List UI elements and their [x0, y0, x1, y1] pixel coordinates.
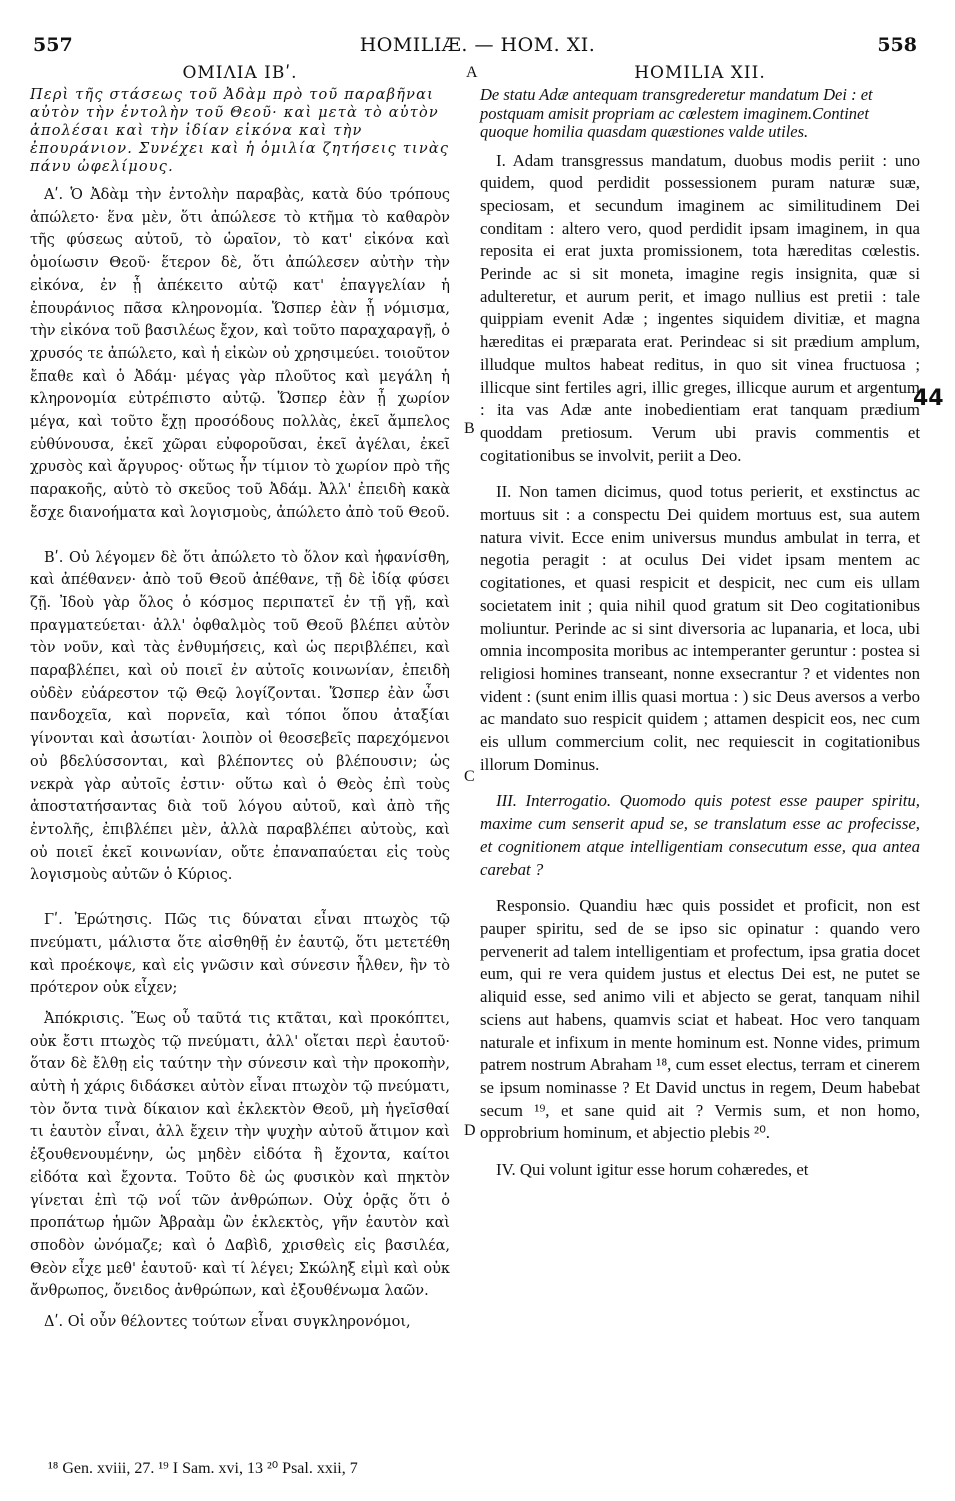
greek-paragraph-2: Βʹ. Οὐ λέγομεν δὲ ὅτι ἀπώλετο τὸ ὅλον καὶ ἠφανίσθη, καὶ ἀπέθανεν· ἀπὸ τοῦ Θεοῦ ἀπέθανε, τῇ δὲ ἰδίᾳ φύσει ζῇ. Ἰδοὺ γὰρ ὅλος ὁ κόσμος περιπατεῖ ἐν τῇ γῇ, καὶ πραγματεύεται· ἀλλ' ὀφθαλμὸς τοῦ Θεοῦ βλέπει αὐτὸν τὸν νοῦν, καὶ τὰς ἐνθυμήσεις, καὶ ὡς περιβλέπει, καὶ παραβλέπει, καὶ οὐ ποιεῖ ἐν αὐτοῖς κοινωνίαν, ἐπειδὴ οὐδὲν εὐάρεστον τῷ Θεῷ λογίζονται. Ὥσπερ ἐὰν ὦσι πανδοχεῖα, καὶ πορνεῖα, καὶ τόποι ὅπου ἀταξίαι γίνονται καὶ ἀσωτίαι· λοιπὸν οἱ θεοσεβεῖς παρεχόμενοι οὐ βδελύσσονται, καὶ βλέποντες οὐ βλέπουσιν; ὡς νεκρὰ γὰρ αὐτοῖς ἐστιν· οὕτω καὶ ὁ Θεὸς ἐπὶ τοὺς ἀποστατήσαντας διὰ τοῦ λόγου αὐτοῦ, καὶ ἀπὸ τῆς ἐντολῆς, ἐπιβλέπει μὲν, ἀλλὰ παραβλέπει αὐτοὺς, καὶ οὐ ποιεῖ ἐκεῖ κοινωνίαν, οὔτε ἐπαναπαύεται εἰς τοὺς λογισμοὺς αὐτῶν ὁ Κύριος.	[30, 549, 450, 884]
latin-paragraph-3: III. Interrogatio. Quomodo quis potest esse pauper spiritu, maxime cum senserit apud se, se translatum esse ac profecisse, et cognitionem atque intelligentiam consecutum esse, qua antea carebat ?	[480, 791, 920, 879]
latin-paragraph-1: I. Adam transgressus mandatum, duobus modis periit : uno quidem, quod perdidit possessionem puram naturæ suæ, speciosam, et secundum imaginem ac similitudinem Dei conditam : altero vero, quod perdidit ipsam imaginem, in qua reposita ei erat juxta promissionem, tota hæreditas cœlestis. Perinde ac si sit moneta, imagine regis insignita, quæ si adulteretur, et aurum perit, et imago nullius est pretii : tale quippiam evenit Adæ ; ingentes siquidem divitiæ, et magna hæreditas ei præparata erat. Perindeac si sit prædium amplum, illudque multos habeat reditus, in quo sit vinea fructuosa ; illicque sint fertiles agri, illic greges, illicque aurum et argentum : ita vas Adæ ante inobedientiam erat tanquam prædium quoddam pretiosum. Verum ubi pravis commentis et cogitationibus se involvit, periit a Deo.	[480, 150, 920, 465]
section-marker-b: B	[464, 420, 475, 437]
section-marker-d: D	[464, 1122, 476, 1139]
latin-subtitle: De statu Adæ antequam transgrederetur mandatum Dei : et postquam amisit propriam ac cœlestem imaginem.Continet quoque homilia quasdam quæstiones valde utiles.	[480, 85, 873, 141]
greek-paragraph-4: Ἀπόκρισις. Ἕως οὗ ταῦτά τις κτᾶται, καὶ προκόπτει, οὐκ ἔστι πτωχὸς τῷ πνεύματι, ἀλλ' οἴεται περὶ ἑαυτοῦ· ὅταν δὲ ἔλθῃ εἰς ταύτην τὴν σύνεσιν καὶ τὴν προκοπὴν, αὐτὴ ἡ χάρις διδάσκει αὐτὸν εἶναι πτωχὸν τῷ πνεύματι, τὸν ὄντα τινὰ δίκαιον καὶ ἐκλεκτὸν Θεοῦ, μὴ ἡγεῖσθαί τι ἑαυτὸν εἶναι, ἀλλ ἔχειν τὴν ψυχὴν αὐτοῦ ἄτιμον καὶ ἐξουθενουμένην, ὡς μηδὲν εἰδότα ἢ ἔχοντα, καίτοι εἰδότα καὶ ἔχοντα. Τοῦτο δὲ ὡς φυσικὸν καὶ πηκτὸν γίνεται ἐπὶ τῷ νοΐ τῶν ἀνθρώπων. Οὐχ ὁρᾷς ὅτι ὁ προπάτωρ ἡμῶν Ἀβραὰμ ὢν ἐκλεκτὸς, γῆν ἑαυτὸν καὶ σποδὸν ὠνόμαζε; καὶ ὁ Δαβὶδ, χρισθεὶς εἰς βασιλέα, Θεὸν εἶχε μεθ' ἑαυτοῦ· καὶ τί λέγει; Σκώληξ εἰμὶ καὶ οὐκ ἄνθρωπος, ὄνειδος ἀνθρώπων, καὶ ἐξουθένωμα λαῶν.	[30, 1010, 450, 1300]
greek-subtitle: Περὶ τῆς στάσεως τοῦ Ἀδὰμ πρὸ τοῦ παραβῆναι αὐτὸν τὴν ἐντολὴν τοῦ Θεοῦ· καὶ μετὰ τὸ αὐτὸν ἀπολέσαι καὶ τὴν ἰδίαν εἰκόνα καὶ τὴν ἐπουράνιον. Συνέχει καὶ ἡ ὁμιλία ζητήσεις τινὰς πάνυ ὠφελίμους.	[30, 87, 450, 175]
page-number-left: 557	[33, 34, 73, 56]
greek-column	[30, 62, 450, 1356]
greek-homily-title: ΟΜΙΛΙΑ ΙΒʹ.	[182, 63, 298, 83]
running-header: HOMILIÆ. — HOM. XI.	[359, 34, 596, 56]
footnotes: ¹⁸ Gen. xviii, 27. ¹⁹ I Sam. xvi, 13 ²⁰ Psal. xxii, 7	[48, 1460, 358, 1477]
latin-paragraph-4: Responsio. Quandiu hæc quis possidet et proficit, non est pauper spiritu, sed de se ipso sic opinatur : quando vero pervenerit ad talem intelligentiam et profectum, ipsa gratia docet eum, qui re vera quidem justus et electus Dei est, ne putet se aliquid esse, sed animo vili et abjecto se gerat, tanquam nihil sciens aut habens, quamvis sciat et habeat. Hoc vero tanquam naturale et infixum in mente hominum est. Nonne vides, primum patrem nostrum Abraham ¹⁸, cum esset electus, terram et cinerem se ipsum nominasse ? Et David unctus in regem, Deum habebat secum ¹⁹, et sane quid ait ? Vermis sum, et non homo, opprobrium hominum, et abjectio plebis ²⁰.	[480, 896, 920, 1143]
greek-paragraph-3: Γʹ. Ἐρώτησις. Πῶς τις δύναται εἶναι πτωχὸς τῷ πνεύματι, μάλιστα ὅτε αἰσθηθῇ ἐν ἑαυτῷ, ὅτι μετετέθη καὶ προέκοψε, καὶ εἰς γνῶσιν καὶ σύνεσιν ἦλθεν, ἣν τὸ πρότερον οὐκ εἶχεν;	[30, 912, 450, 997]
section-marker-a: A	[466, 64, 478, 81]
page-number-right: 558	[877, 34, 917, 56]
latin-paragraph-5: IV. Qui volunt igitur esse horum cohæredes, et	[496, 1160, 809, 1180]
greek-paragraph-1: Αʹ. Ὁ Ἀδὰμ τὴν ἐντολὴν παραβὰς, κατὰ δύο τρόπους ἀπώλετο· ἕνα μὲν, ὅτι ἀπώλεσε τὸ κτῆμα τὸ καθαρὸν τῆς φύσεως αὐτοῦ, τὸ ὡραῖον, τὸ κατ' εἰκόνα καὶ ὁμοίωσιν Θεοῦ· ἕτερον δὲ, ὅτι ἀπώλεσεν αὐτὴν τὴν εἰκόνα, ἐν ᾗ ἀπέκειτο αὐτῷ κατ' ἐπαγγελίαν ἡ ἐπουράνιος πᾶσα κληρονομία. Ὥσπερ ἐὰν ᾖ νόμισμα, τὴν εἰκόνα τοῦ βασιλέως ἔχον, καὶ τοῦτο παραχαραγῇ, ὁ χρυσός τε ἀπώλετο, καὶ ἡ εἰκὼν οὐ χρησιμεύει. τοιοῦτον ἔπαθε καὶ ὁ Ἀδάμ· μέγας γὰρ πλοῦτος καὶ μεγάλη ἡ κληρονομία εὐτρέπιστο αὐτῷ. Ὥσπερ ἐὰν ᾖ χωρίον μέγα, καὶ τοῦτο ἔχῃ προσόδους πολλὰς, ἐκεῖ ἄμπελος εὐθύνουσα, ἐκεῖ χῶραι εὐφοροῦσαι, ἐκεῖ ἀγέλαι, ἐκεῖ χρυσὸς καὶ ἄργυρος· οὕτως ἦν τίμιον τὸ χωρίον πρὸ τῆς παρακοῆς, αὐτὸ τὸ σκεῦος τοῦ Ἀδάμ. Ἀλλ' ἐπειδὴ κακὰ ἔσχε διανοήματα καὶ λογισμοὺς, ἀπώλετο ἀπὸ τοῦ Θεοῦ.	[30, 187, 450, 521]
greek-paragraph-5: Δʹ. Οἱ οὖν θέλοντες τούτων εἶναι συγκληρονόμοι,	[44, 1314, 411, 1331]
latin-homily-title: HOMILIA XII.	[634, 63, 766, 83]
margin-number: 44	[913, 386, 944, 411]
latin-paragraph-2: II. Non tamen dicimus, quod totus perierit, et exstinctus ac mortuus sit : a conspectu Dei quidem mortuus est, sua autem natura vivit. Ecce enim universus mundus ambulat in terra, et negotia peragit : at oculus Dei videt ipsam mentem ac cogitationes, et quasi respicit et despicit, nec cum eis ullam societatem init ; quia nihil quod gratum sit Deo cogitationibus moliuntur. Perinde ac si sint diversoria ac lupanaria, et loca, ubi omnia incomposita moribus ac intemperanter geruntur : postea si religiosi homines transeant, nonne exsecrantur ? et videntes non vident : (sunt enim illis quasi mortua : ) sic Deus aversos a verbo ac mandato suo respicit quidem ; attamen despicit eos, nec cum eis ullum commercium colit, nec requiescit in cogitationibus illorum Dominus.	[480, 482, 920, 774]
section-marker-c: C	[464, 768, 475, 785]
latin-column	[480, 62, 920, 1196]
